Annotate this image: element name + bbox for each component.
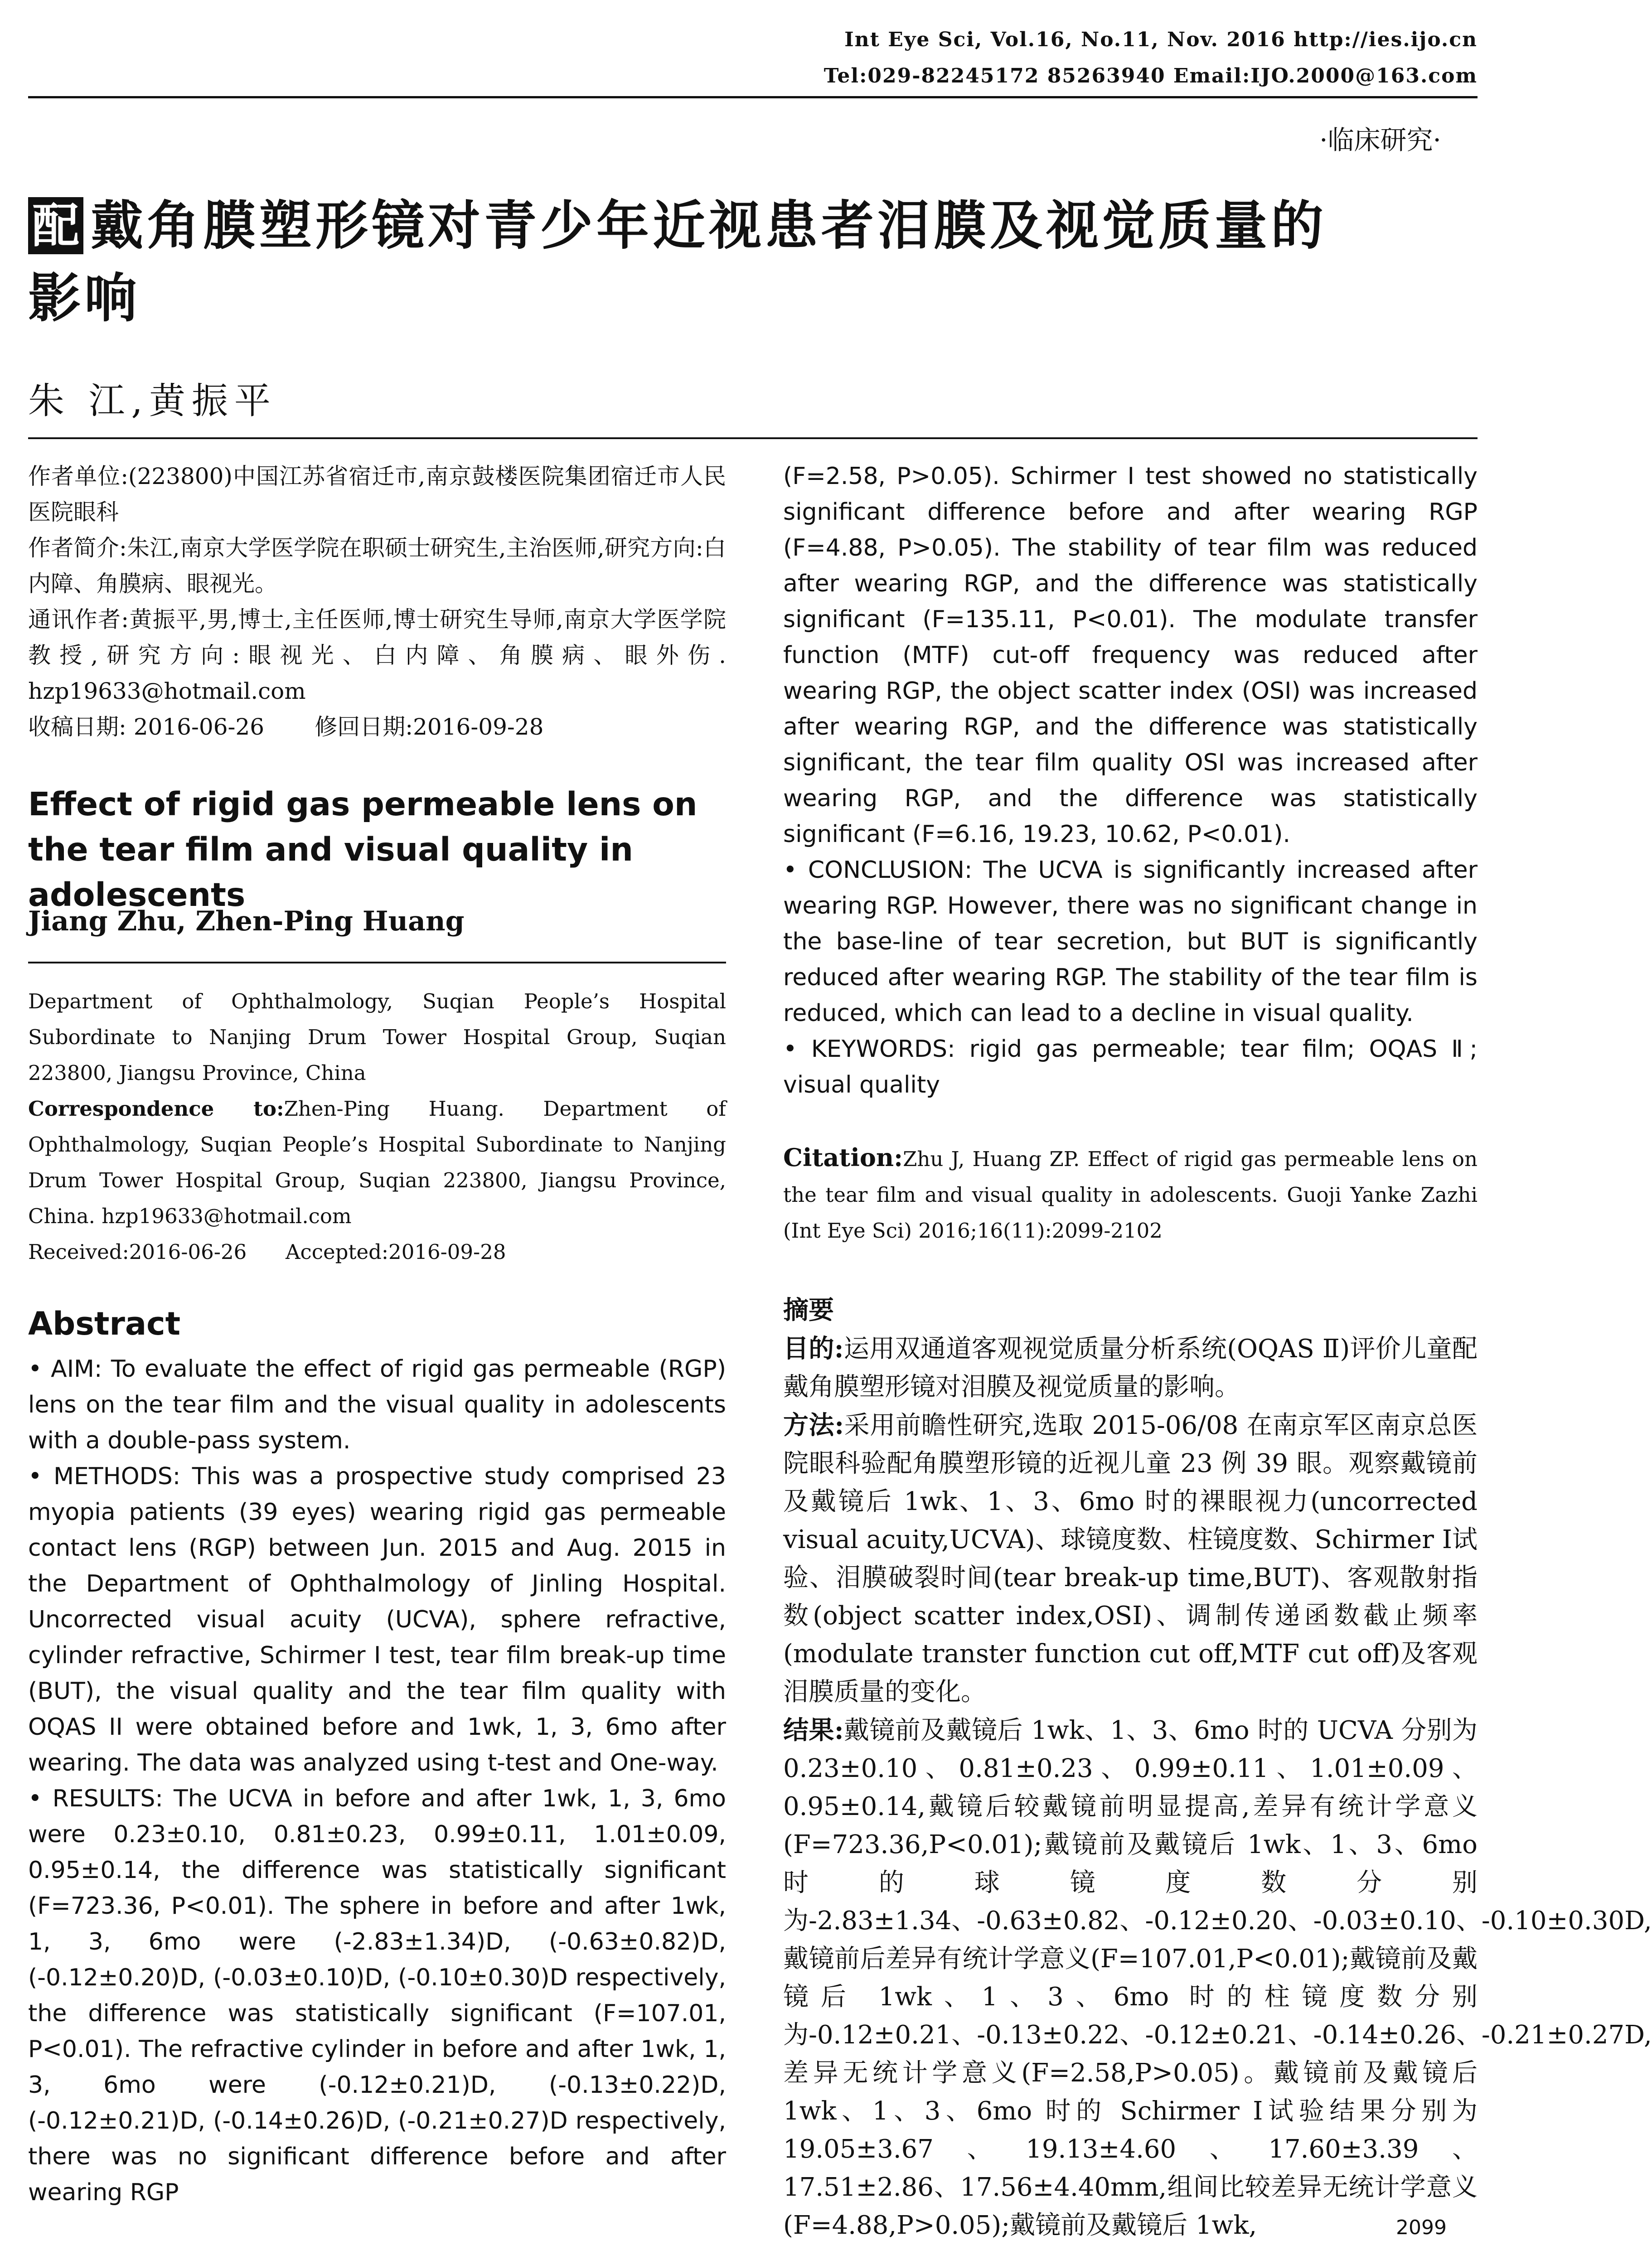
- correspondence-text: Zhen-Ping Huang. Department of Ophthalmology, Suqian People’s Hospital Subordinate to Nanjing Drum Tower Hospital Group, Suqian 223800, Jiangsu Province, China. hzp19633@hotmail.com: [28, 1097, 726, 1228]
- abstract-keywords: • KEYWORDS: rigid gas permeable; tear film; OQAS Ⅱ; visual quality: [783, 1036, 1478, 1099]
- cn-abstract-heading: 摘要: [783, 1296, 834, 1325]
- page-number: 2099: [1396, 2216, 1447, 2239]
- cn-results-text: 戴镜前及戴镜后 1wk、1、3、6mo 时的 UCVA 分别为 0.23±0.10、0.81±0.23、0.99±0.11、1.01±0.09、0.95±0.14,戴镜后较戴镜前明显提高,差异有统计学意义(F=723.36,P<0.01);戴镜前及戴镜后 1wk、1、3、6mo 时的球镜度数分别为-2.83±1.34、-0.63±0.82、-0.12±0.20、-0.03±0.10、-0.10±0.30D,戴镜前后差异有统计学意义(F=107.01,P<0.01);戴镜前及戴镜后 1wk、1、3、6mo 时的柱镜度数分别为-0.12±0.21、-0.13±0.22、-0.12±0.21、-0.14±0.26、-0.21±0.27D,差异无统计学意义(F=2.58,P>0.05)。戴镜前及戴镜后 1wk、1、3、6mo 时的 Schirmer Ⅰ试验结果分别为 19.05±3.67、19.13±4.60、17.60±3.39、17.51±2.86、17.56±4.40mm,组间比较差异无统计学意义(F=4.88,P>0.05);戴镜前及戴镜后 1wk,: [783, 1716, 1652, 2240]
- dates-cn: 收稿日期: 2016-06-26 修回日期:2016-09-28: [28, 714, 544, 740]
- section-tag: ·临床研究·: [1319, 125, 1441, 155]
- cn-abstract: [783, 1292, 1652, 2245]
- english-affiliation: Department of Ophthalmology, Suqian People’s Hospital Subordinate to Nanjing Drum Tower Hospital Group, Suqian 223800, Jiangsu Province, China: [28, 989, 726, 1085]
- correspondence-label: Correspondence to:: [28, 1097, 284, 1121]
- cn-aim-label: 目的:: [783, 1334, 844, 1364]
- cn-abstract-aim: [783, 1330, 1478, 1406]
- abstract-body-left: [28, 1351, 726, 2211]
- article-title-line2: 影响: [28, 268, 140, 329]
- cn-abstract-methods: [783, 1406, 1478, 1711]
- cn-abstract-results: [783, 1711, 1652, 2245]
- english-dates: Received:2016-06-26 Accepted:2016-09-28: [28, 1240, 506, 1264]
- title-rule: [28, 437, 1478, 439]
- article-title-line1: 戴角膜塑形镜对青少年近视患者泪膜及视觉质量的: [91, 195, 1327, 257]
- citation: [783, 1140, 1478, 1249]
- abstract-methods: • METHODS: This was a prospective study comprised 23 myopia patients (39 eyes) wearing rigid gas permeable contact lens (RGP) between Jun. 2015 and Aug. 2015 in the Department of Ophthalmology of Jinling Hospital. Uncorrected visual acuity (UCVA), sphere refractive, cylinder refractive, Schirmer I test, tear film break-up time (BUT), the visual quality and the tear film quality with OQAS II were obtained before and 1wk, 1, 3, 6mo after wearing. The data was analyzed using t-test and One-way.: [28, 1463, 726, 1776]
- citation-text: Zhu J, Huang ZP. Effect of rigid gas permeable lens on the tear film and visual quality in adolescents. Guoji Yanke Zazhi (Int Eye Sci) 2016;16(11):2099-2102: [783, 1147, 1478, 1243]
- cn-methods-text: 采用前瞻性研究,选取 2015-06/08 在南京军区南京总医院眼科验配角膜塑形镜的近视儿童 23 例 39 眼。观察戴镜前及戴镜后 1wk、1、3、6mo 时的裸眼视力(uncorrected visual acuity,UCVA)、球镜度数、柱镜度数、Schirmer Ⅰ试验、泪膜破裂时间(tear break-up time,BUT)、客观散射指数(object scatter index,OSI)、调制传递函数截止频率(modulate transter function cut off,MTF cut off)及客观泪膜质量的变化。: [783, 1411, 1478, 1707]
- header-rule: [28, 96, 1478, 98]
- author-bio: 作者简介:朱江,南京大学医学院在职硕士研究生,主治医师,研究方向:白内障、角膜病、眼视光。: [28, 535, 726, 597]
- cn-results-label: 结果:: [783, 1715, 844, 1745]
- abstract-heading: Abstract: [28, 1305, 181, 1342]
- english-title: Effect of rigid gas permeable lens on the tear film and visual quality in adolescents: [28, 785, 698, 914]
- journal-header-line2: Tel:029-82245172 85263940 Email:IJO.2000@163.com: [824, 64, 1478, 87]
- cn-aim-text: 运用双通道客观视觉质量分析系统(OQAS Ⅱ)评价儿童配戴角膜塑形镜对泪膜及视觉质量的影响。: [783, 1334, 1478, 1402]
- cn-methods-label: 方法:: [783, 1410, 844, 1440]
- authors-cn: 朱 江,黄振平: [28, 380, 277, 422]
- abstract-results: • RESULTS: The UCVA in before and after 1wk, 1, 3, 6mo were 0.23±0.10, 0.81±0.23, 0.99±0.11, 1.01±0.09, 0.95±0.14, the difference was statistically significant (F=723.36, P<0.01). The sphere in before and after 1wk, 1, 3, 6mo were (-2.83±1.34)D, (-0.63±0.82)D, (-0.12±0.20)D, (-0.03±0.10)D, (-0.10±0.30)D respectively, the difference was statistically significant (F=107.01, P<0.01). The refractive cylinder in before and after 1wk, 1, 3, 6mo were (-0.12±0.21)D, (-0.13±0.22)D, (-0.12±0.21)D, (-0.14±0.26)D, (-0.21±0.27)D respectively, there was no significant difference before and after wearing RGP: [28, 1785, 726, 2206]
- correspondence-cn: 通讯作者:黄振平,男,博士,主任医师,博士研究生导师,南京大学医学院教授,研究方向:眼视光、白内障、角膜病、眼外伤. hzp19633@hotmail.com: [28, 606, 726, 704]
- abstract-aim: • AIM: To evaluate the effect of rigid gas permeable (RGP) lens on the tear film and the visual quality in adolescents with a double-pass system.: [28, 1355, 726, 1454]
- abstract-body-right: [783, 459, 1478, 1103]
- abstract-results-cont: (F=2.58, P>0.05). Schirmer I test showed no statistically significant difference before and after wearing RGP (F=4.88, P>0.05). The stability of tear film was reduced after wearing RGP, and the difference was statistically significant (F=135.11, P<0.01). The modulate transfer function (MTF) cut-off frequency was reduced after wearing RGP, the object scatter index (OSI) was increased after wearing RGP, and the difference was statistically significant, the tear film quality OSI was increased after wearing RGP, and the difference was statistically significant (F=6.16, 19.23, 10.62, P<0.01).: [783, 463, 1478, 848]
- english-correspondence: [28, 1091, 726, 1234]
- journal-header-line1: Int Eye Sci, Vol.16, No.11, Nov. 2016 http://ies.ijo.cn: [844, 28, 1478, 51]
- authors-rule: [28, 962, 726, 963]
- english-affiliation-block: [28, 983, 726, 1270]
- affiliation-cn: [28, 459, 726, 745]
- english-authors: Jiang Zhu, Zhen-Ping Huang: [28, 905, 465, 937]
- affiliation-unit: 作者单位:(223800)中国江苏省宿迁市,南京鼓楼医院集团宿迁市人民医院眼科: [28, 463, 726, 525]
- abstract-conclusion: • CONCLUSION: The UCVA is significantly increased after wearing RGP. However, there was no significant change in the base-line of tear secretion, but BUT is significantly reduced after wearing RGP. The stability of the tear film is reduced, which can lead to a decline in visual quality.: [783, 857, 1478, 1027]
- title-badge: 配: [28, 197, 83, 254]
- citation-label: Citation:: [783, 1143, 903, 1172]
